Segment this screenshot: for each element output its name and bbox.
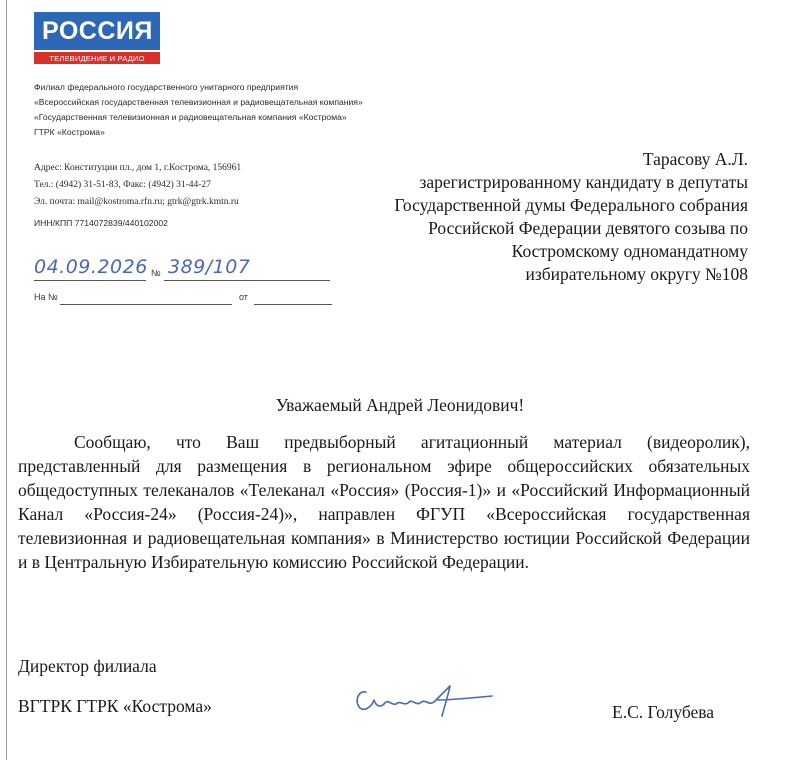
reference-date-underline bbox=[254, 304, 332, 305]
handwritten-signature bbox=[352, 676, 502, 722]
registration-number: 389/107 bbox=[168, 256, 251, 278]
signatory-position-line1: Директор филиала bbox=[18, 656, 157, 676]
reference-number-underline bbox=[60, 304, 232, 305]
addressee-line: зарегистрированному кандидату в депутаты bbox=[419, 172, 748, 192]
addressee-line: Государственной думы Федерального собрания bbox=[394, 195, 748, 215]
reference-from-label: от bbox=[239, 292, 248, 302]
date-underline bbox=[34, 280, 146, 281]
letterhead-organization bbox=[34, 80, 363, 140]
addressee-line: избирательному округу №108 bbox=[525, 264, 748, 284]
logo-title: РОССИЯ bbox=[34, 12, 160, 50]
addressee-line: Тарасову А.Л. bbox=[642, 149, 748, 169]
registration-date: 04.09.2026 bbox=[34, 256, 148, 278]
org-line: «Государственная телевизионная и радиовещательная компания «Кострома» bbox=[34, 112, 347, 122]
org-line: ГТРК «Кострома» bbox=[34, 127, 105, 137]
letter-body: Сообщаю, что Ваш предвыборный агитационный материал (видеоролик), представленный для размещения в региональном эфире общероссийских обязательных общедоступных телеканалов «Телеканал «Россия» (Россия-1)» и «Российский Информационный Канал «Россия-24» (Россия-24)», направлен ФГУП «Всероссийская государственная телевизионная и радиовещательная компания» в Министерство юстиции Российской Федерации и в Центральную Избирательную комиссию Российской Федерации. bbox=[18, 432, 750, 572]
inn-line: ИНН/КПП 7714072839/440102002 bbox=[34, 218, 168, 228]
addressee-block bbox=[278, 148, 748, 286]
salutation: Уважаемый Андрей Леонидович! bbox=[275, 395, 525, 415]
reference-line bbox=[34, 292, 334, 306]
letterhead-contacts bbox=[34, 160, 241, 211]
russia-logo bbox=[34, 12, 160, 64]
phone-line: Тел.: (4942) 31-51-83, Факс: (4942) 31-44-27 bbox=[34, 180, 211, 190]
email-line: Эл. почта: mail@kostroma.rfn.ru; gtrk@gtrk.kmtn.ru bbox=[34, 197, 239, 207]
org-line: «Всероссийская государственная телевизионная и радиовещательная компания» bbox=[34, 97, 363, 107]
scan-edge bbox=[6, 0, 7, 760]
org-line: Филиал федерального государственного унитарного предприятия bbox=[34, 82, 299, 92]
signatory-name: Е.С. Голубева bbox=[612, 702, 715, 722]
address-line: Адрес: Конституции пл., дом 1, г.Кострома, 156961 bbox=[34, 163, 242, 173]
reference-label: На № bbox=[34, 292, 58, 302]
addressee-line: Российской Федерации девятого созыва по bbox=[428, 218, 748, 238]
signatory-position-line2: ВГТРК ГТРК «Кострома» bbox=[18, 696, 212, 716]
logo-subtitle: ТЕЛЕВИДЕНИЕ И РАДИО bbox=[34, 52, 160, 64]
addressee-line: Костромскому одномандатному bbox=[511, 241, 748, 261]
registration-number-label: № bbox=[151, 268, 161, 278]
